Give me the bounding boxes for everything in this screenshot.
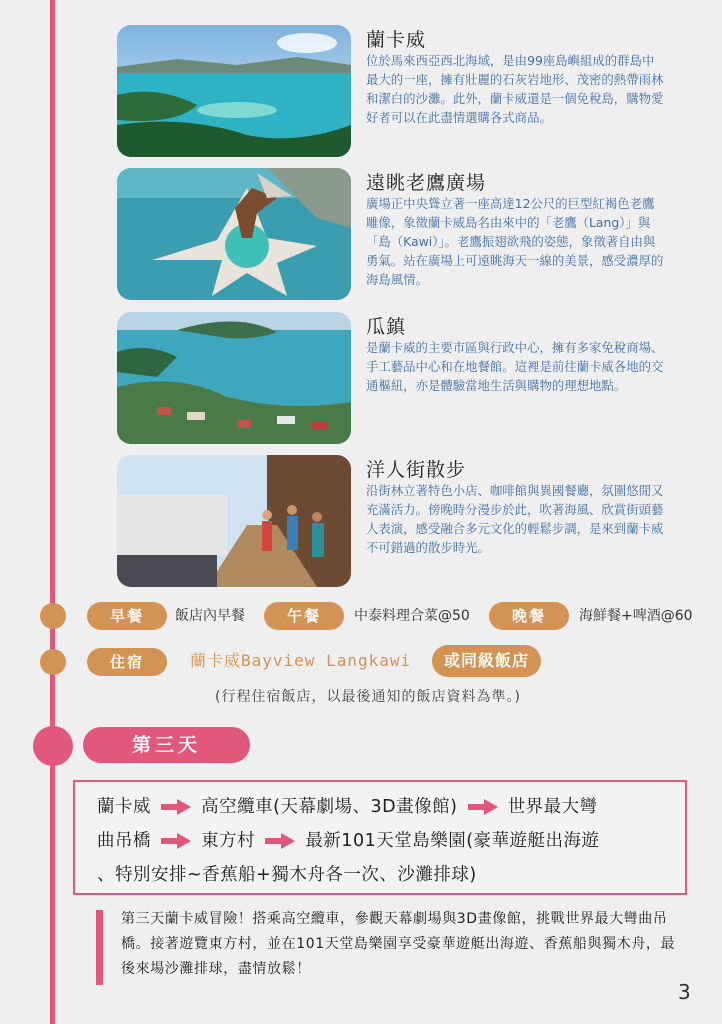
meal-bullet xyxy=(40,603,66,629)
attraction-title: 遠眺老鷹廣場 xyxy=(366,172,487,194)
attraction-title: 洋人街散步 xyxy=(366,459,467,481)
lunch-text: 中泰料理合菜@50 xyxy=(354,608,470,624)
lunch-badge: 午餐 xyxy=(264,602,344,630)
route-box xyxy=(73,780,687,895)
eagle-square-photo xyxy=(117,168,351,300)
breakfast-text: 飯店內早餐 xyxy=(175,608,245,624)
route-stop: 世界最大彎 xyxy=(507,797,598,817)
route-stop: 東方村 xyxy=(201,831,256,851)
hotel-bullet xyxy=(40,649,66,675)
attraction-street-walk xyxy=(117,455,712,587)
route-line-1 xyxy=(97,790,673,824)
attraction-description: 是蘭卡威的主要市區與行政中心，擁有多家免稅商場、手工藝品中心和在地餐館。這裡是前往蘭卡威各地的交通樞紐，亦是體驗當地生活與購物的理想地點。 xyxy=(366,340,664,393)
attraction-title: 蘭卡威 xyxy=(366,29,427,51)
route-stop: 最新101天堂島樂園(豪華遊艇出海遊 xyxy=(305,831,600,851)
attraction-kuah-town xyxy=(117,312,712,444)
arrow-right-icon xyxy=(265,833,295,849)
langkawi-photo xyxy=(117,25,351,157)
kuah-town-photo xyxy=(117,312,351,444)
arrow-right-icon xyxy=(161,799,191,815)
attraction-description: 位於馬來西亞西北海域，是由99座島嶼組成的群島中最大的一座，擁有壯麗的石灰岩地形、茂密的熱帶雨林和潔白的沙灘。此外，蘭卡威還是一個免稅島，購物愛好者可以在此盡情選購各式商品。 xyxy=(366,53,664,125)
hotel-badge: 住宿 xyxy=(87,648,167,676)
breakfast-badge: 早餐 xyxy=(87,602,167,630)
day-bullet xyxy=(33,726,73,766)
attraction-langkawi xyxy=(117,25,712,157)
route-stop: 高空纜車(天幕劇場、3D畫像館) xyxy=(201,797,458,817)
day-summary: 第三天蘭卡威冒險！搭乘高空纜車，參觀天幕劇場與3D畫像館，挑戰世界最大彎曲吊橋。接著遊覽東方村，並在101天堂島樂園享受豪華遊艇出海遊、香蕉船與獨木舟，最後來場沙灘排球，盡情放鬆！ xyxy=(121,911,676,977)
route-stop: 曲吊橋 xyxy=(97,831,151,851)
arrow-right-icon xyxy=(161,833,191,849)
hotel-alternative-badge: 或同級飯店 xyxy=(432,645,541,677)
route-line-2 xyxy=(97,824,673,858)
timeline-line xyxy=(50,0,55,1024)
attraction-title: 瓜鎮 xyxy=(366,316,407,338)
hotel-name: 蘭卡威Bayview Langkawi xyxy=(190,651,412,670)
attraction-description: 廣場正中央聳立著一座高達12公尺的巨型紅褐色老鷹雕像，象徵蘭卡威島名由來中的「老鷹（Lang）」與「島（Kawi）」。老鷹振翅欲飛的姿態，象徵著自由與勇氣。站在廣場上可遠眺海天一線的美景，感受濃厚的海島風情。 xyxy=(366,196,664,287)
arrow-right-icon xyxy=(468,799,498,815)
summary-accent-bar xyxy=(96,910,103,985)
route-stop: 蘭卡威 xyxy=(97,797,151,817)
street-walk-photo xyxy=(117,455,351,587)
route-line-3: 、特別安排~香蕉船+獨木舟各一次、沙灘排球) xyxy=(97,865,477,885)
day-title: 第三天 xyxy=(83,727,250,763)
hotel-note: (行程住宿飯店，以最後通知的飯店資料為準。) xyxy=(215,689,521,705)
dinner-text: 海鮮餐+啤酒@60 xyxy=(579,608,693,624)
attraction-eagle-square xyxy=(117,168,712,300)
page-number: 3 xyxy=(678,980,691,1004)
attraction-description: 沿街林立著特色小店、咖啡館與異國餐廳，氛圍悠閒又充滿活力。傍晚時分漫步於此，吹著海風、欣賞街頭藝人表演，感受融合多元文化的輕鬆步調，是來到蘭卡威不可錯過的散步時光。 xyxy=(366,483,664,555)
dinner-badge: 晚餐 xyxy=(489,602,569,630)
